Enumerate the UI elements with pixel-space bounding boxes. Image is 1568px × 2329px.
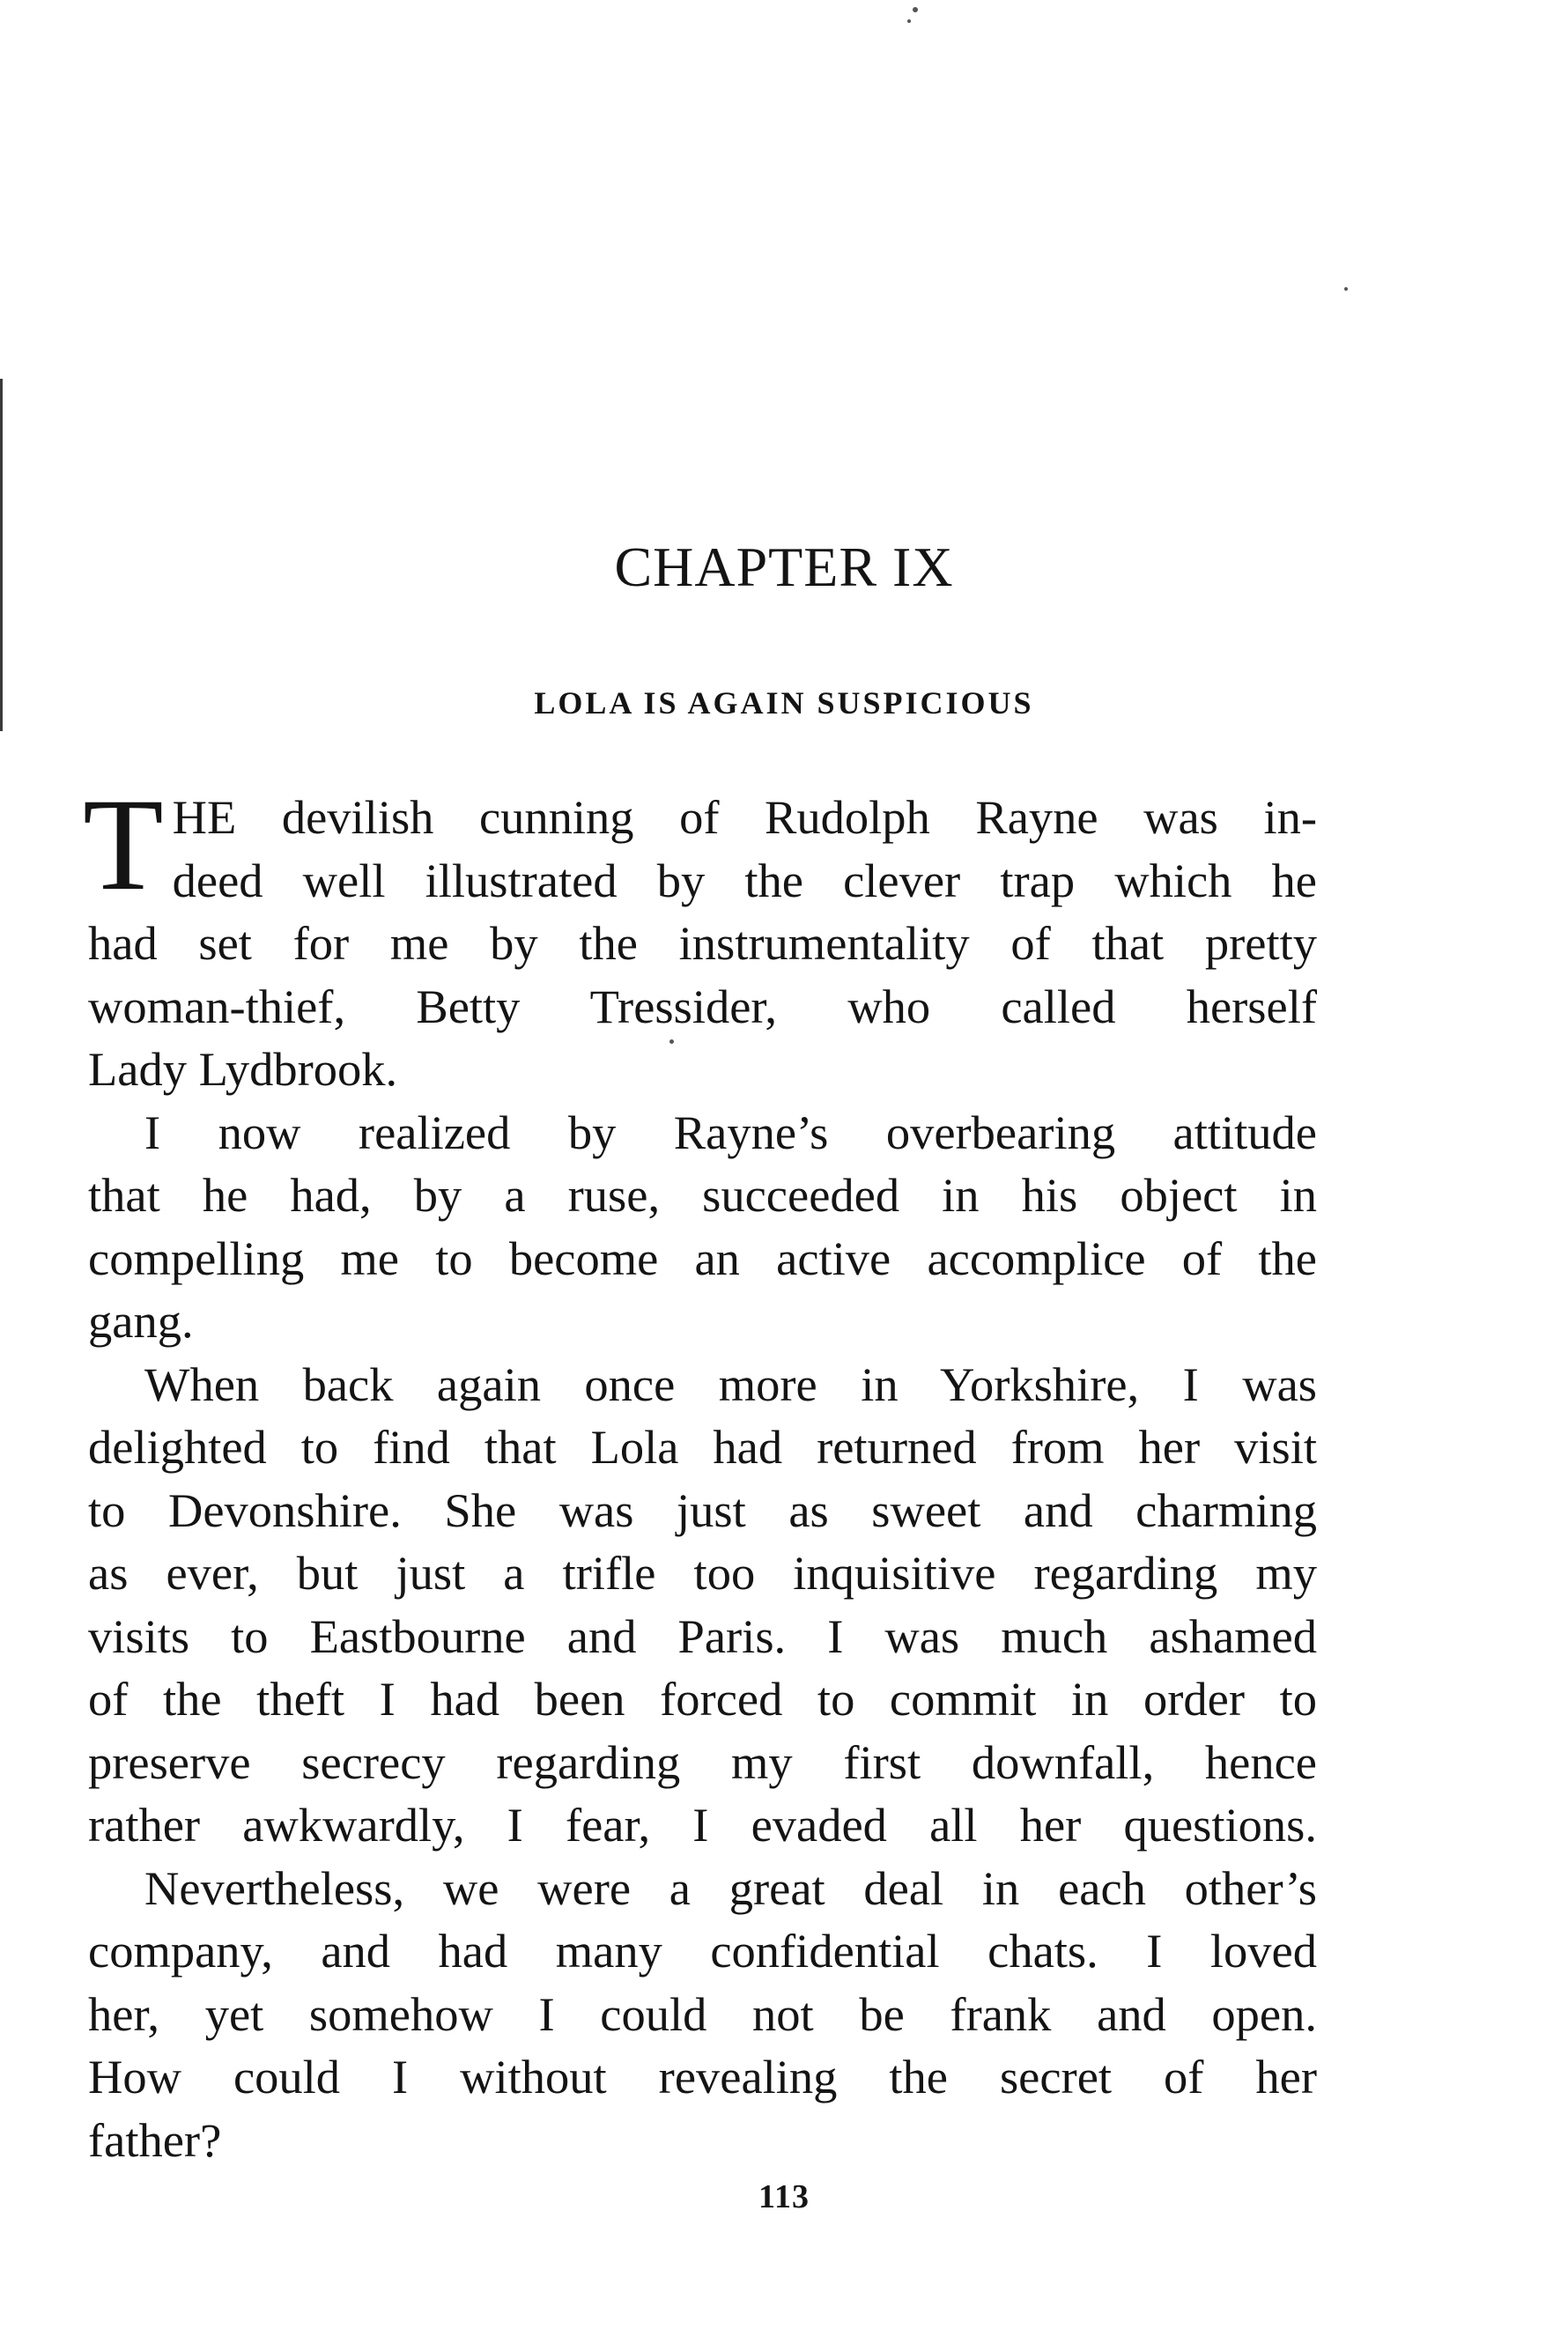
chapter-heading: CHAPTER IX (614, 536, 954, 598)
chapter-title: LOLA IS AGAIN SUSPICIOUS (534, 685, 1034, 721)
print-speck (913, 7, 918, 12)
text-line: compelling me to become an active accomplice of the (88, 1231, 1317, 1285)
text-line: HE devilish cunning of Rudolph Rayne was in- (172, 790, 1317, 844)
text-line: deed well illustrated by the clever trap which he (172, 853, 1317, 907)
text-line: company, and had many confidential chats. I loved (88, 1924, 1317, 1978)
text-line: woman-thief, Betty Tressider, who called herself (88, 979, 1317, 1033)
paragraph-4 (88, 1857, 1317, 2172)
text-line: preserve secrecy regarding my first downfall, hence (88, 1734, 1317, 1789)
text-line: that he had, by a ruse, succeeded in his object in (88, 1168, 1317, 1222)
paragraph-2 (88, 1101, 1317, 1353)
text-line: visits to Eastbourne and Paris. I was much ashamed (88, 1608, 1317, 1663)
text-line: of the theft I had been forced to commit in order to (88, 1672, 1317, 1726)
text-line: rather awkwardly, I fear, I evaded all her questions. (88, 1798, 1317, 1852)
paragraph-1 (83, 772, 1317, 1101)
body-text (83, 772, 1317, 2171)
page-number: 113 (758, 2178, 810, 2215)
text-line: Lady Lydbrook. (88, 1042, 398, 1096)
text-line: had set for me by the instrumentality of that pretty (88, 916, 1317, 970)
text-line: When back again once more in Yorkshire, I was (144, 1357, 1317, 1411)
drop-cap: T (83, 772, 164, 918)
paragraph-3 (88, 1353, 1317, 1857)
text-line: gang. (88, 1294, 194, 1348)
text-line: to Devonshire. She was just as sweet and charming (88, 1482, 1317, 1537)
text-line: Nevertheless, we were a great deal in each other’s (144, 1860, 1317, 1915)
text-line: delighted to find that Lola had returned from her visit (88, 1420, 1317, 1474)
text-line: as ever, but just a trifle too inquisitive regarding my (88, 1546, 1317, 1600)
text-line: I now realized by Rayne’s overbearing attitude (144, 1105, 1317, 1159)
text-line: How could I without revealing the secret of her (88, 2050, 1317, 2103)
print-speck (907, 19, 911, 23)
text-line: her, yet somehow I could not be frank and open. (88, 1986, 1317, 2041)
text-line: father? (88, 2112, 222, 2167)
print-speck (1344, 287, 1348, 291)
